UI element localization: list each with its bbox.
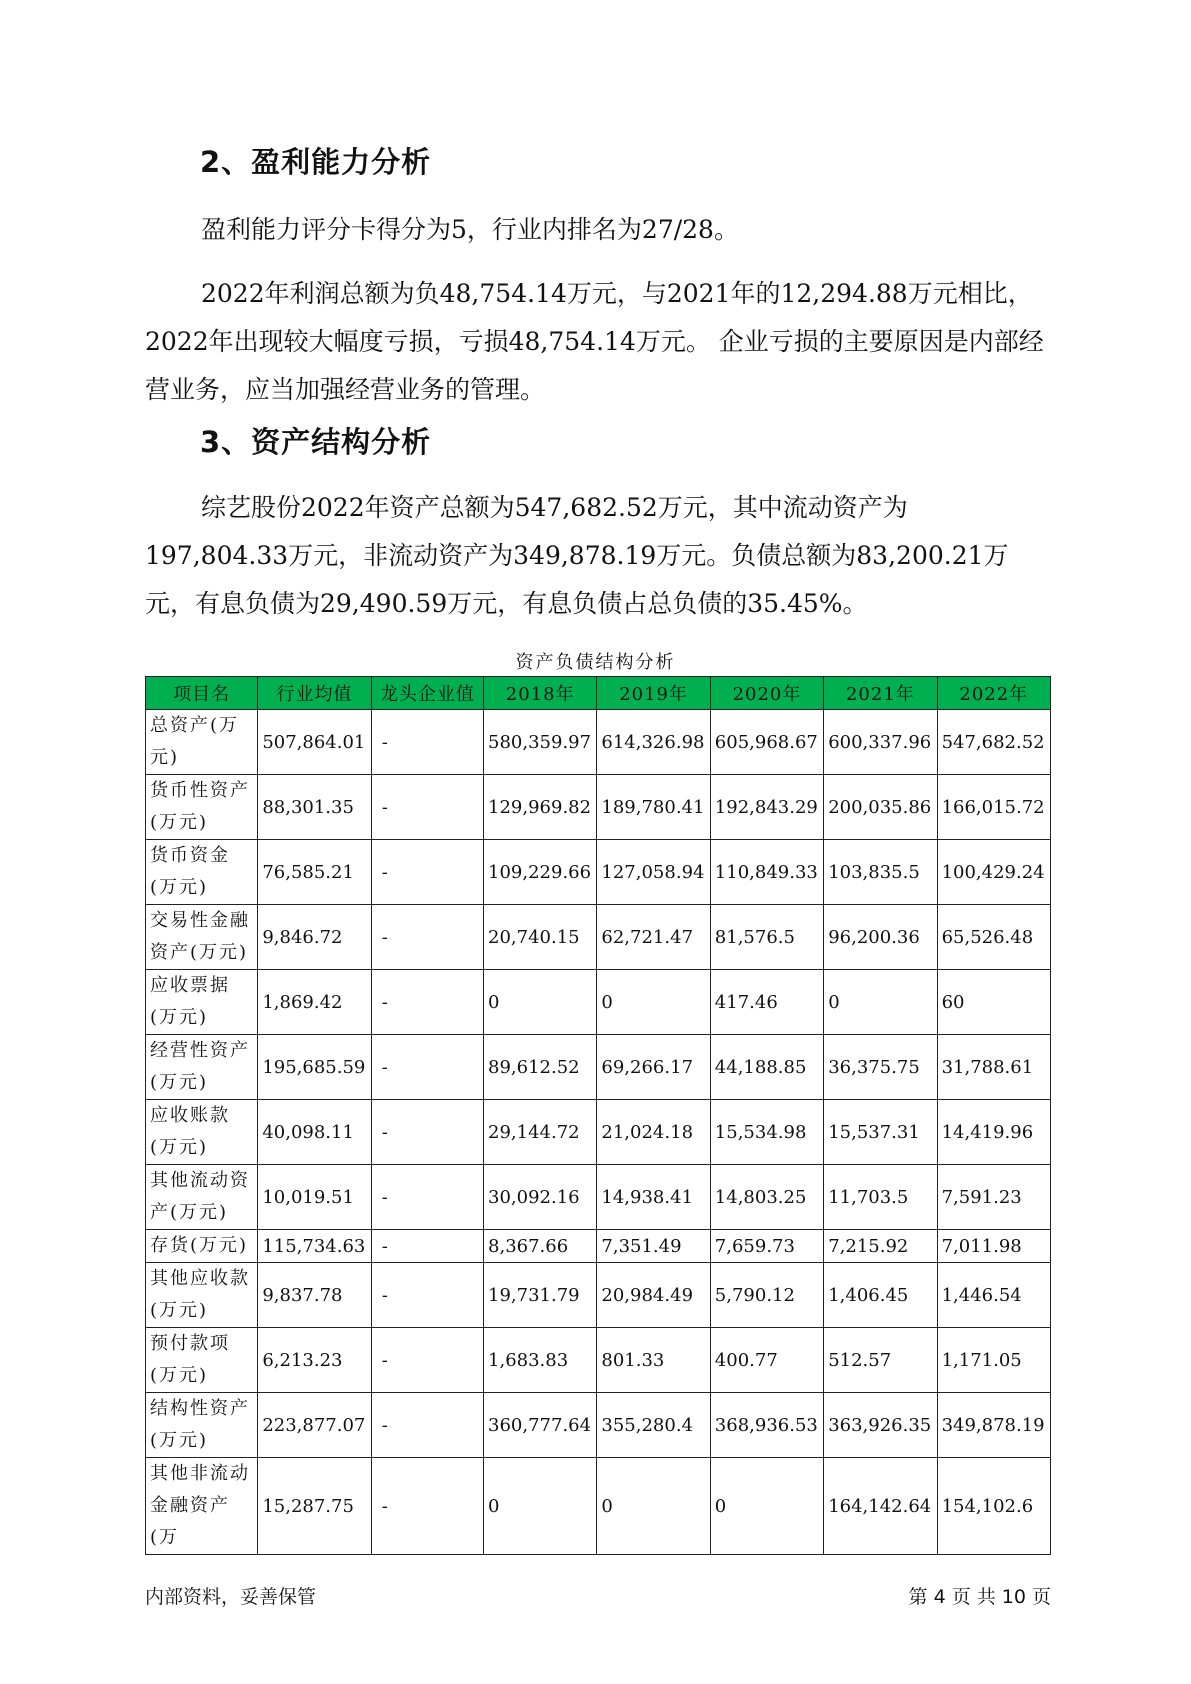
leader-value-cell: - xyxy=(371,1165,483,1230)
value-cell: 512.57 xyxy=(824,1328,937,1393)
leader-value-cell: - xyxy=(371,1100,483,1165)
value-cell: 19,731.79 xyxy=(484,1263,597,1328)
value-cell: 36,375.75 xyxy=(824,1035,937,1100)
value-cell: 15,534.98 xyxy=(710,1100,823,1165)
value-cell: 200,035.86 xyxy=(824,775,937,840)
value-cell: 417.46 xyxy=(710,970,823,1035)
value-cell: 363,926.35 xyxy=(824,1393,937,1458)
column-header: 行业均值 xyxy=(258,677,371,710)
value-cell: 400.77 xyxy=(710,1328,823,1393)
value-cell: 89,612.52 xyxy=(484,1035,597,1100)
value-cell: 69,266.17 xyxy=(597,1035,710,1100)
value-cell: 9,846.72 xyxy=(258,905,371,970)
table-row xyxy=(146,775,1051,840)
leader-value-cell: - xyxy=(371,905,483,970)
row-label: 总资产(万元) xyxy=(146,710,258,775)
row-label: 结构性资产(万元) xyxy=(146,1393,258,1458)
value-cell: 507,864.01 xyxy=(258,710,371,775)
row-label: 其他流动资产(万元) xyxy=(146,1165,258,1230)
column-header: 2018年 xyxy=(484,677,597,710)
row-label: 货币性资产(万元) xyxy=(146,775,258,840)
value-cell: 29,144.72 xyxy=(484,1100,597,1165)
leader-value-cell: - xyxy=(371,840,483,905)
profitability-detail-paragraph: 2022年利润总额为负48,754.14万元，与2021年的12,294.88万元相比，2022年出现较大幅度亏损，亏损48,754.14万元。 企业亏损的主要原因是内部经营业务，应当加强经营业务的管理。 xyxy=(145,279,1044,404)
table-row xyxy=(146,1035,1051,1100)
leader-value-cell: - xyxy=(371,970,483,1035)
row-label: 应收账款(万元) xyxy=(146,1100,258,1165)
value-cell: 14,803.25 xyxy=(710,1165,823,1230)
value-cell: 547,682.52 xyxy=(937,710,1050,775)
table-row xyxy=(146,1393,1051,1458)
value-cell: 20,984.49 xyxy=(597,1263,710,1328)
leader-value-cell: - xyxy=(371,1263,483,1328)
value-cell: 7,215.92 xyxy=(824,1230,937,1263)
value-cell: 614,326.98 xyxy=(597,710,710,775)
section-heading-asset-structure: 3、资产结构分析 xyxy=(200,425,432,459)
value-cell: 100,429.24 xyxy=(937,840,1050,905)
row-label: 交易性金融资产(万元) xyxy=(146,905,258,970)
value-cell: 14,938.41 xyxy=(597,1165,710,1230)
value-cell: 6,213.23 xyxy=(258,1328,371,1393)
leader-value-cell: - xyxy=(371,1393,483,1458)
value-cell: 11,703.5 xyxy=(824,1165,937,1230)
section-heading-profitability: 2、盈利能力分析 xyxy=(200,145,432,179)
value-cell: 0 xyxy=(597,1458,710,1555)
value-cell: 7,351.49 xyxy=(597,1230,710,1263)
value-cell: 129,969.82 xyxy=(484,775,597,840)
value-cell: 88,301.35 xyxy=(258,775,371,840)
value-cell: 44,188.85 xyxy=(710,1035,823,1100)
value-cell: 0 xyxy=(597,970,710,1035)
value-cell: 60 xyxy=(937,970,1050,1035)
value-cell: 20,740.15 xyxy=(484,905,597,970)
row-label: 其他应收款(万元) xyxy=(146,1263,258,1328)
row-label: 预付款项(万元) xyxy=(146,1328,258,1393)
row-label: 经营性资产(万元) xyxy=(146,1035,258,1100)
value-cell: 115,734.63 xyxy=(258,1230,371,1263)
leader-value-cell: - xyxy=(371,1328,483,1393)
value-cell: 0 xyxy=(710,1458,823,1555)
value-cell: 7,591.23 xyxy=(937,1165,1050,1230)
value-cell: 0 xyxy=(824,970,937,1035)
column-header: 2021年 xyxy=(824,677,937,710)
footer-page-number: 第 4 页 共 10 页 xyxy=(908,1586,1051,1608)
table-row xyxy=(146,1458,1051,1555)
row-label: 货币资金(万元) xyxy=(146,840,258,905)
column-header: 2019年 xyxy=(597,677,710,710)
value-cell: 580,359.97 xyxy=(484,710,597,775)
table-row xyxy=(146,1328,1051,1393)
value-cell: 62,721.47 xyxy=(597,905,710,970)
value-cell: 1,406.45 xyxy=(824,1263,937,1328)
value-cell: 76,585.21 xyxy=(258,840,371,905)
value-cell: 1,171.05 xyxy=(937,1328,1050,1393)
table-row xyxy=(146,905,1051,970)
balance-sheet-table xyxy=(145,676,1051,1555)
value-cell: 360,777.64 xyxy=(484,1393,597,1458)
column-header: 2020年 xyxy=(710,677,823,710)
value-cell: 801.33 xyxy=(597,1328,710,1393)
leader-value-cell: - xyxy=(371,1035,483,1100)
table-row xyxy=(146,1165,1051,1230)
column-header: 龙头企业值 xyxy=(371,677,483,710)
row-label: 应收票据(万元) xyxy=(146,970,258,1035)
value-cell: 30,092.16 xyxy=(484,1165,597,1230)
leader-value-cell: - xyxy=(371,1230,483,1263)
value-cell: 192,843.29 xyxy=(710,775,823,840)
value-cell: 81,576.5 xyxy=(710,905,823,970)
table-row xyxy=(146,970,1051,1035)
table-row xyxy=(146,710,1051,775)
value-cell: 40,098.11 xyxy=(258,1100,371,1165)
value-cell: 8,367.66 xyxy=(484,1230,597,1263)
table-row xyxy=(146,1263,1051,1328)
table-row xyxy=(146,1230,1051,1263)
leader-value-cell: - xyxy=(371,1458,483,1555)
value-cell: 65,526.48 xyxy=(937,905,1050,970)
row-label: 存货(万元) xyxy=(146,1230,258,1263)
value-cell: 5,790.12 xyxy=(710,1263,823,1328)
value-cell: 127,058.94 xyxy=(597,840,710,905)
value-cell: 355,280.4 xyxy=(597,1393,710,1458)
value-cell: 166,015.72 xyxy=(937,775,1050,840)
value-cell: 195,685.59 xyxy=(258,1035,371,1100)
value-cell: 31,788.61 xyxy=(937,1035,1050,1100)
value-cell: 1,446.54 xyxy=(937,1263,1050,1328)
value-cell: 349,878.19 xyxy=(937,1393,1050,1458)
value-cell: 189,780.41 xyxy=(597,775,710,840)
table-body xyxy=(146,710,1051,1555)
value-cell: 164,142.64 xyxy=(824,1458,937,1555)
value-cell: 15,287.75 xyxy=(258,1458,371,1555)
table-header-row xyxy=(146,677,1051,710)
table-row xyxy=(146,840,1051,905)
value-cell: 1,683.83 xyxy=(484,1328,597,1393)
leader-value-cell: - xyxy=(371,775,483,840)
asset-structure-paragraph: 综艺股份2022年资产总额为547,682.52万元，其中流动资产为197,804.33万元，非流动资产为349,878.19万元。负债总额为83,200.21万元，有息负债为29,490.59万元，有息负债占总负债的35.45%。 xyxy=(145,493,1009,618)
value-cell: 10,019.51 xyxy=(258,1165,371,1230)
value-cell: 9,837.78 xyxy=(258,1263,371,1328)
value-cell: 0 xyxy=(484,970,597,1035)
value-cell: 14,419.96 xyxy=(937,1100,1050,1165)
profitability-score-paragraph: 盈利能力评分卡得分为5，行业内排名为27/28。 xyxy=(201,215,739,244)
value-cell: 0 xyxy=(484,1458,597,1555)
value-cell: 7,011.98 xyxy=(937,1230,1050,1263)
column-header: 2022年 xyxy=(937,677,1050,710)
value-cell: 15,537.31 xyxy=(824,1100,937,1165)
value-cell: 103,835.5 xyxy=(824,840,937,905)
value-cell: 605,968.67 xyxy=(710,710,823,775)
value-cell: 110,849.33 xyxy=(710,840,823,905)
value-cell: 1,869.42 xyxy=(258,970,371,1035)
value-cell: 109,229.66 xyxy=(484,840,597,905)
row-label: 其他非流动金融资产(万 xyxy=(146,1458,258,1555)
value-cell: 223,877.07 xyxy=(258,1393,371,1458)
leader-value-cell: - xyxy=(371,710,483,775)
value-cell: 600,337.96 xyxy=(824,710,937,775)
table-title: 资产负债结构分析 xyxy=(515,652,676,673)
value-cell: 96,200.36 xyxy=(824,905,937,970)
column-header: 项目名 xyxy=(146,677,258,710)
table-row xyxy=(146,1100,1051,1165)
value-cell: 368,936.53 xyxy=(710,1393,823,1458)
footer-confidential-note: 内部资料，妥善保管 xyxy=(145,1586,317,1608)
value-cell: 21,024.18 xyxy=(597,1100,710,1165)
value-cell: 154,102.6 xyxy=(937,1458,1050,1555)
value-cell: 7,659.73 xyxy=(710,1230,823,1263)
